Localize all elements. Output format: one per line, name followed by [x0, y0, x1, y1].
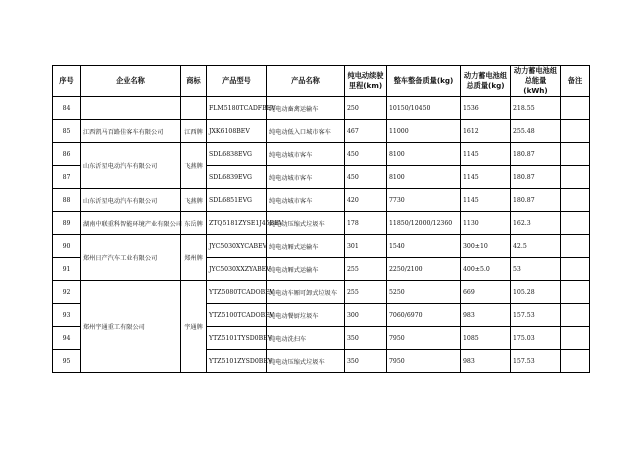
cell-battery-mass: 300±10	[461, 235, 511, 258]
table-row	[53, 97, 590, 120]
header-brand: 商标	[181, 66, 207, 97]
cell-battery-mass: 983	[461, 350, 511, 373]
cell-seq: 85	[53, 120, 81, 143]
cell-product-name: 纯电动城市客车	[267, 166, 345, 189]
table-row	[53, 235, 590, 258]
cell-range: 450	[345, 143, 387, 166]
cell-battery-energy: 255.48	[511, 120, 561, 143]
cell-product-name: 纯电动城市客车	[267, 143, 345, 166]
cell-brand: 江西牌	[181, 120, 207, 143]
cell-battery-energy: 162.3	[511, 212, 561, 235]
cell-mass: 11850/12000/12360	[387, 212, 461, 235]
cell-battery-energy: 180.87	[511, 189, 561, 212]
cell-note	[561, 189, 590, 212]
cell-company: 山东沂星电动汽车有限公司	[81, 143, 181, 189]
cell-product-name: 纯电动压缩式垃圾车	[267, 212, 345, 235]
header-mass: 整车整备质量(kg)	[387, 66, 461, 97]
cell-range: 250	[345, 97, 387, 120]
cell-battery-energy: 180.87	[511, 166, 561, 189]
cell-product-name: 纯电动车厢可卸式垃圾车	[267, 281, 345, 304]
cell-range: 450	[345, 166, 387, 189]
cell-mass: 10150/10450	[387, 97, 461, 120]
header-note: 备注	[561, 66, 590, 97]
cell-product-name: 纯电动压缩式垃圾车	[267, 350, 345, 373]
cell-brand: 郑州牌	[181, 235, 207, 281]
cell-note	[561, 350, 590, 373]
cell-seq: 88	[53, 189, 81, 212]
cell-model: SDL6839EVG	[207, 166, 267, 189]
cell-seq: 93	[53, 304, 81, 327]
cell-brand: 飞燕牌	[181, 189, 207, 212]
table-row	[53, 120, 590, 143]
cell-seq: 87	[53, 166, 81, 189]
cell-brand: 宇通牌	[181, 281, 207, 373]
cell-mass: 2250/2100	[387, 258, 461, 281]
cell-model: FLM5180TCADFBEV	[207, 97, 267, 120]
header-range: 纯电动续驶里程(km)	[345, 66, 387, 97]
cell-model: SDL6838EVG	[207, 143, 267, 166]
cell-note	[561, 281, 590, 304]
cell-battery-mass: 669	[461, 281, 511, 304]
cell-model: YTZ5101ZYSD0BEV	[207, 350, 267, 373]
cell-seq: 92	[53, 281, 81, 304]
cell-note	[561, 235, 590, 258]
cell-battery-energy: 175.03	[511, 327, 561, 350]
cell-battery-energy: 180.87	[511, 143, 561, 166]
header-product-name: 产品名称	[267, 66, 345, 97]
cell-battery-mass: 400±5.0	[461, 258, 511, 281]
header-company: 企业名称	[81, 66, 181, 97]
cell-model: YTZ5101TYSD0BEV	[207, 327, 267, 350]
cell-battery-mass: 1085	[461, 327, 511, 350]
cell-note	[561, 166, 590, 189]
cell-battery-energy: 157.53	[511, 350, 561, 373]
cell-note	[561, 304, 590, 327]
cell-brand	[181, 97, 207, 120]
cell-company: 湖南中联重科智能环境产业有限公司	[81, 212, 181, 235]
cell-product-name: 纯电动畜禽运输车	[267, 97, 345, 120]
cell-brand: 东岳牌	[181, 212, 207, 235]
cell-seq: 84	[53, 97, 81, 120]
cell-mass: 8100	[387, 143, 461, 166]
cell-model: SDL6851EVG	[207, 189, 267, 212]
cell-battery-mass: 1612	[461, 120, 511, 143]
cell-range: 350	[345, 327, 387, 350]
cell-company: 山东沂星电动汽车有限公司	[81, 189, 181, 212]
table-row	[53, 212, 590, 235]
header-battery-mass: 动力蓄电池组总质量(kg)	[461, 66, 511, 97]
cell-range: 300	[345, 304, 387, 327]
vehicle-catalog-table	[52, 65, 590, 373]
cell-battery-energy: 53	[511, 258, 561, 281]
table-row	[53, 189, 590, 212]
header-seq: 序号	[53, 66, 81, 97]
cell-note	[561, 143, 590, 166]
cell-mass: 11000	[387, 120, 461, 143]
cell-note	[561, 327, 590, 350]
cell-range: 420	[345, 189, 387, 212]
cell-battery-mass: 1145	[461, 166, 511, 189]
cell-range: 255	[345, 281, 387, 304]
cell-note	[561, 120, 590, 143]
cell-seq: 95	[53, 350, 81, 373]
cell-seq: 86	[53, 143, 81, 166]
cell-note	[561, 258, 590, 281]
cell-mass: 8100	[387, 166, 461, 189]
cell-product-name: 纯电动洗扫车	[267, 327, 345, 350]
cell-battery-mass: 1536	[461, 97, 511, 120]
table-row	[53, 281, 590, 304]
cell-mass: 7730	[387, 189, 461, 212]
cell-note	[561, 97, 590, 120]
cell-mass: 7060/6970	[387, 304, 461, 327]
cell-model: JXK6108BEV	[207, 120, 267, 143]
cell-product-name: 纯电动低入口城市客车	[267, 120, 345, 143]
header-row	[53, 66, 590, 97]
cell-range: 255	[345, 258, 387, 281]
cell-seq: 94	[53, 327, 81, 350]
cell-mass: 5250	[387, 281, 461, 304]
cell-brand: 飞燕牌	[181, 143, 207, 189]
cell-battery-energy: 42.5	[511, 235, 561, 258]
cell-seq: 89	[53, 212, 81, 235]
cell-company	[81, 97, 181, 120]
cell-mass: 7950	[387, 327, 461, 350]
cell-mass: 1540	[387, 235, 461, 258]
cell-range: 350	[345, 350, 387, 373]
header-battery-energy: 动力蓄电池组总能量(kWh)	[511, 66, 561, 97]
cell-mass: 7950	[387, 350, 461, 373]
cell-note	[561, 212, 590, 235]
cell-model: JYC5030XYCABEV	[207, 235, 267, 258]
cell-range: 301	[345, 235, 387, 258]
header-model: 产品型号	[207, 66, 267, 97]
cell-battery-mass: 1130	[461, 212, 511, 235]
cell-seq: 90	[53, 235, 81, 258]
cell-model: JYC5030XXZYABEV	[207, 258, 267, 281]
cell-model: YTZ5100TCADOBEV	[207, 304, 267, 327]
cell-company: 郑州日产汽车工业有限公司	[81, 235, 181, 281]
cell-battery-mass: 1145	[461, 189, 511, 212]
cell-battery-mass: 1145	[461, 143, 511, 166]
cell-product-name: 纯电动城市客车	[267, 189, 345, 212]
cell-range: 467	[345, 120, 387, 143]
cell-product-name: 纯电动餐厨垃圾车	[267, 304, 345, 327]
cell-model: ZTQ5181ZYSE1J45BEV	[207, 212, 267, 235]
cell-seq: 91	[53, 258, 81, 281]
cell-company: 郑州宇通重工有限公司	[81, 281, 181, 373]
cell-company: 江西凯马百路佳客车有限公司	[81, 120, 181, 143]
cell-model: YTZ5080TCADOBEV	[207, 281, 267, 304]
cell-product-name: 纯电动厢式运输车	[267, 235, 345, 258]
cell-battery-energy: 105.28	[511, 281, 561, 304]
cell-range: 178	[345, 212, 387, 235]
cell-product-name: 纯电动厢式运输车	[267, 258, 345, 281]
cell-battery-energy: 157.53	[511, 304, 561, 327]
cell-battery-mass: 983	[461, 304, 511, 327]
table-row	[53, 143, 590, 166]
cell-battery-energy: 218.55	[511, 97, 561, 120]
